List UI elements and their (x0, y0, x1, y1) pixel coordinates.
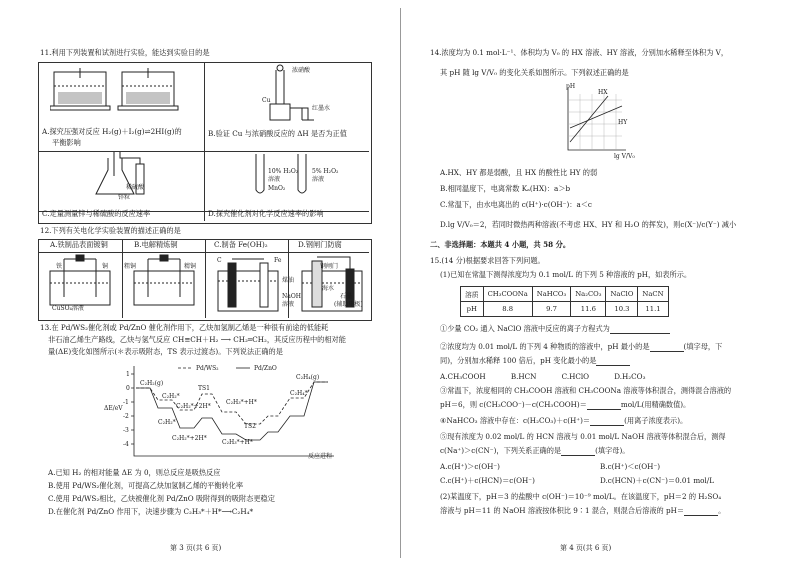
q11-label-dil-h2so4: 稀硫酸 (126, 184, 145, 191)
q13-species-6: C₂H₄* (290, 390, 308, 397)
q13-species-2: C₂H₂*+2H* (176, 403, 211, 410)
table-cell: NaClO (606, 287, 638, 302)
q11-option-c: C.定量测量锌与稀硫酸的反应速率 (42, 209, 151, 218)
q14-option-c: C.常温下，由水电离出的 c(H⁺)·c(OH⁻)：a＜c (440, 200, 592, 209)
q11-apparatus-a-illustration (50, 66, 190, 126)
table-cell: Na₂CO₃ (571, 287, 606, 302)
q13-species-3: TS1 (198, 385, 210, 392)
table-cell: CH₃COONa (483, 287, 532, 302)
q13-species-4: C₂H₃*+H* (226, 399, 257, 406)
q12-label-cuso4: CuSO₄溶液 (52, 305, 84, 312)
table-cell: NaCN (638, 287, 668, 302)
q12-label-gate: 钢闸门 (320, 263, 339, 270)
q12-label-pure-copper: 精铜 (184, 263, 197, 270)
table-cell: 11.1 (638, 302, 668, 317)
q15-q2b: 同)，分别加水稀释 100 倍后，pH 变化最小的是 (440, 356, 630, 366)
q11-option-a: A.探究压强对反应 H₂(g)＋I₂(g)⇌2HI(g)的 (42, 127, 182, 136)
q15-part2-a: (2)某温度下，pH＝3 的盐酸中 c(OH⁻)＝10⁻⁹ mol/L。在该温度下，pH＝2 的 H₂SO₄ (440, 492, 722, 501)
q12-label-oil: 煤油 (282, 277, 295, 284)
right-page-footer: 第 4 页(共 6 页) (560, 544, 612, 552)
q12-option-d: D.钢闸门防腐 (298, 240, 342, 249)
q13-xlabel: 反应进程 (308, 453, 333, 460)
q13-species-7: TS2 (244, 423, 256, 430)
q12-label-crude-copper: 粗铜 (124, 263, 137, 270)
q12-label-naoh: NaOH (282, 293, 301, 300)
table-row-head-solute: 溶质 (461, 287, 484, 302)
q15-q3a: ③常温下，浓度相同的 CH₃COOH 溶液和 CH₃COONa 溶液等体积混合，测得混合溶液的 (440, 386, 732, 395)
q13-option-c: C.使用 Pd/WS₂相比，乙炔被催化剂 Pd/ZnO 吸附得到的吸附态更稳定 (48, 494, 275, 503)
q11-label-h2o2-b: 5% H₂O₂ (312, 168, 339, 175)
q13-species-1: C₂H₂* (162, 393, 180, 400)
q14-graph-x-label: lg V/V₀ (614, 153, 635, 160)
q13-option-a: A.已知 H₂ 的相对能量 ΔE 为 0，则总反应是吸热反应 (48, 468, 221, 477)
q11-label-h2o2-a: 10% H₂O₂ (268, 168, 299, 175)
q13-stem-2: 非石油乙烯生产路线，乙炔与氢气反应 CH≡CH＋H₂ ⟶ CH₂═CH₂，其反应历程中的相对能 (48, 335, 346, 344)
q13-species-10: C₂H₃*+H* (222, 439, 253, 446)
q12-label-copper: 铜 (102, 263, 109, 270)
q11-label-mno2: MnO₂ (268, 185, 286, 192)
q12-option-a: A.铁制品表面镀铜 (50, 240, 108, 249)
q12-label-naoh-2: 溶液 (282, 301, 295, 308)
q14-graph-hy-label: HY (618, 119, 628, 126)
left-page-footer: 第 3 页(共 6 页) (170, 544, 222, 552)
q15-q1: ①少量 CO₂ 通入 NaClO 溶液中反应的离子方程式为 (440, 324, 670, 334)
q15-q5-option-a: A.c(H⁺)＞c(OH⁻) (440, 462, 500, 471)
q14-stem-2: 其 pH 随 lg V/V₀ 的变化关系如图所示。下列叙述正确的是 (440, 68, 629, 77)
q15-ph-table (460, 286, 669, 317)
right-page (400, 0, 800, 566)
q12-label-aux: (辅助电极) (334, 301, 363, 308)
q13-stem-1: 13.在 Pd/WS₂催化剂或 Pd/ZnO 催化剂作用下，乙炔加氢制乙烯是一种很有前途的低能耗 (40, 323, 329, 332)
q11-label-h2o2-b-2: 溶液 (312, 176, 325, 183)
q13-ytick-m1: -1 (123, 399, 129, 406)
q15-q2-options: A.CH₃COOH B.HCN C.HClO D.H₂CO₃ (440, 372, 646, 381)
q11-option-a-cont: 平衡影响 (52, 138, 81, 147)
q14-option-d: D.lg V/V₀＝2，若同时微热两种溶液(不考虑 HX、HY 和 H₂O 的挥发)，则c(X⁻)/c(Y⁻) 减小 (440, 220, 737, 229)
q15-head: 15.(14 分)根据要求回答下列问题。 (430, 256, 545, 265)
q13-ylabel: ΔE/eV (104, 405, 123, 412)
table-cell: 11.6 (571, 302, 606, 317)
q12-label-c: C (217, 257, 222, 264)
q13-option-b: B.使用 Pd/WS₂催化剂，可提高乙炔加氢制乙烯的平衡转化率 (48, 481, 244, 490)
q15-q5-option-c: C.c(H⁺)＋c(HCN)＝c(OH⁻) (440, 476, 535, 485)
table-row-head-ph: pH (461, 302, 484, 317)
q14-graph-hx-label: HX (598, 89, 608, 96)
table-cell: NaHCO₃ (532, 287, 570, 302)
q13-option-d: D.在催化剂 Pd/ZnO 作用下，决速步骤为 C₂H₃*＋H*⟶C₂H₄* (48, 507, 254, 516)
q11-option-b: B.验证 Cu 与浓硝酸反应的 ΔH 是否为正值 (208, 129, 347, 138)
q12-stem: 12.下列有关电化学实验装置的描述正确的是 (40, 226, 181, 235)
q15-q2a: ②浓度均为 0.01 mol/L 的下列 4 种物质的溶液中，pH 最小的是 (填字母，下 (440, 342, 723, 351)
q13-legend-2: Pd/ZnO (254, 365, 277, 372)
q13-species-0: C₂H₂(g) (140, 380, 164, 387)
q15-q5-option-b: B.c(H⁺)＜c(OH⁻) (600, 462, 661, 471)
q12-option-c: C.制备 Fe(OH)₂ (214, 240, 268, 249)
q15-q4: ④NaHCO₃ 溶液中存在：c(H₂CO₃)＋c(H⁺)＝ (用离子浓度表示)。 (440, 416, 688, 425)
q11-stem: 11.利用下列装置和试剂进行实验，能达到实验目的是 (40, 48, 210, 57)
q14-option-b: B.相同温度下，电离常数 Kₐ(HX)：a＞b (440, 184, 571, 193)
table-cell: 10.3 (606, 302, 638, 317)
table-cell: 9.7 (532, 302, 570, 317)
q13-stem-3: 量(ΔE)变化如图所示(＊表示吸附态，TS 表示过渡态)。下列说法正确的是 (48, 347, 283, 356)
q14-stem-1: 14.浓度均为 0.1 mol·L⁻¹、体积均为 V₀ 的 HX 溶液、HY 溶液，分别加水稀释至体积为 V， (430, 48, 729, 57)
q15-part1-intro: (1)已知在常温下测得浓度均为 0.1 mol/L 的下列 5 种溶液的 pH，如表所示。 (440, 270, 692, 279)
q11-label-red-ink: 红墨水 (312, 105, 331, 112)
q14-graph-ph-label: pH (566, 83, 576, 90)
q12-label-fe: Fe (274, 257, 282, 264)
q11-label-zn: 锌粒 (118, 194, 131, 201)
q13-species-9: C₂H₂*+2H* (172, 435, 207, 442)
q13-ytick-m2: -2 (123, 413, 129, 420)
q13-legend-1: Pd/WS₂ (196, 365, 219, 372)
q15-q3b: pH＝6，则 c(CH₃COO⁻)－c(CH₃COOH)＝ mol/L(用精确数值)。 (440, 400, 691, 409)
q13-ytick-1: 1 (126, 371, 130, 378)
q13-species-8: C₂H₂* (158, 419, 176, 426)
q13-ytick-m3: -3 (123, 427, 129, 434)
q11-label-cu: Cu (262, 97, 271, 104)
q11-label-conc-hno3: 浓硝酸 (292, 67, 311, 74)
q15-q5b: c(Na⁺)＞c(CN⁻)，下列关系正确的是 (填字母)。 (440, 446, 630, 455)
q13-ytick-m4: -4 (123, 441, 129, 448)
q13-species-5: C₂H₄(g) (296, 374, 320, 381)
q12-option-b: B.电解精炼铜 (134, 240, 178, 249)
q15-q5-option-d: D.c(HCN)＋c(CN⁻)＝0.01 mol/L (600, 476, 714, 485)
q15-part2-b: 溶液与 pH＝11 的 NaOH 溶液按体积比 9∶1 混合，则混合后溶液的 pH＝ 。 (440, 506, 726, 515)
q12-label-iron: 铁 (56, 263, 63, 270)
q14-option-a: A.HX、HY 都是弱酸，且 HX 的酸性比 HY 的弱 (440, 168, 598, 177)
q15-q5a: ⑤现有浓度为 0.02 mol/L 的 HCN 溶液与 0.01 mol/L NaOH 溶液等体积混合后，测得 (440, 432, 726, 441)
q11-option-d: D.探究催化剂对化学反应速率的影响 (208, 209, 324, 218)
section-heading: 二、非选择题：本题共 4 小题，共 58 分。 (430, 240, 571, 249)
q11-label-h2o2-a-2: 溶液 (268, 176, 281, 183)
q12-label-sea: 海水 (322, 285, 335, 292)
table-cell: 8.8 (483, 302, 532, 317)
q12-label-graphite: 石墨 (340, 293, 353, 300)
q13-ytick-0: 0 (126, 385, 130, 392)
